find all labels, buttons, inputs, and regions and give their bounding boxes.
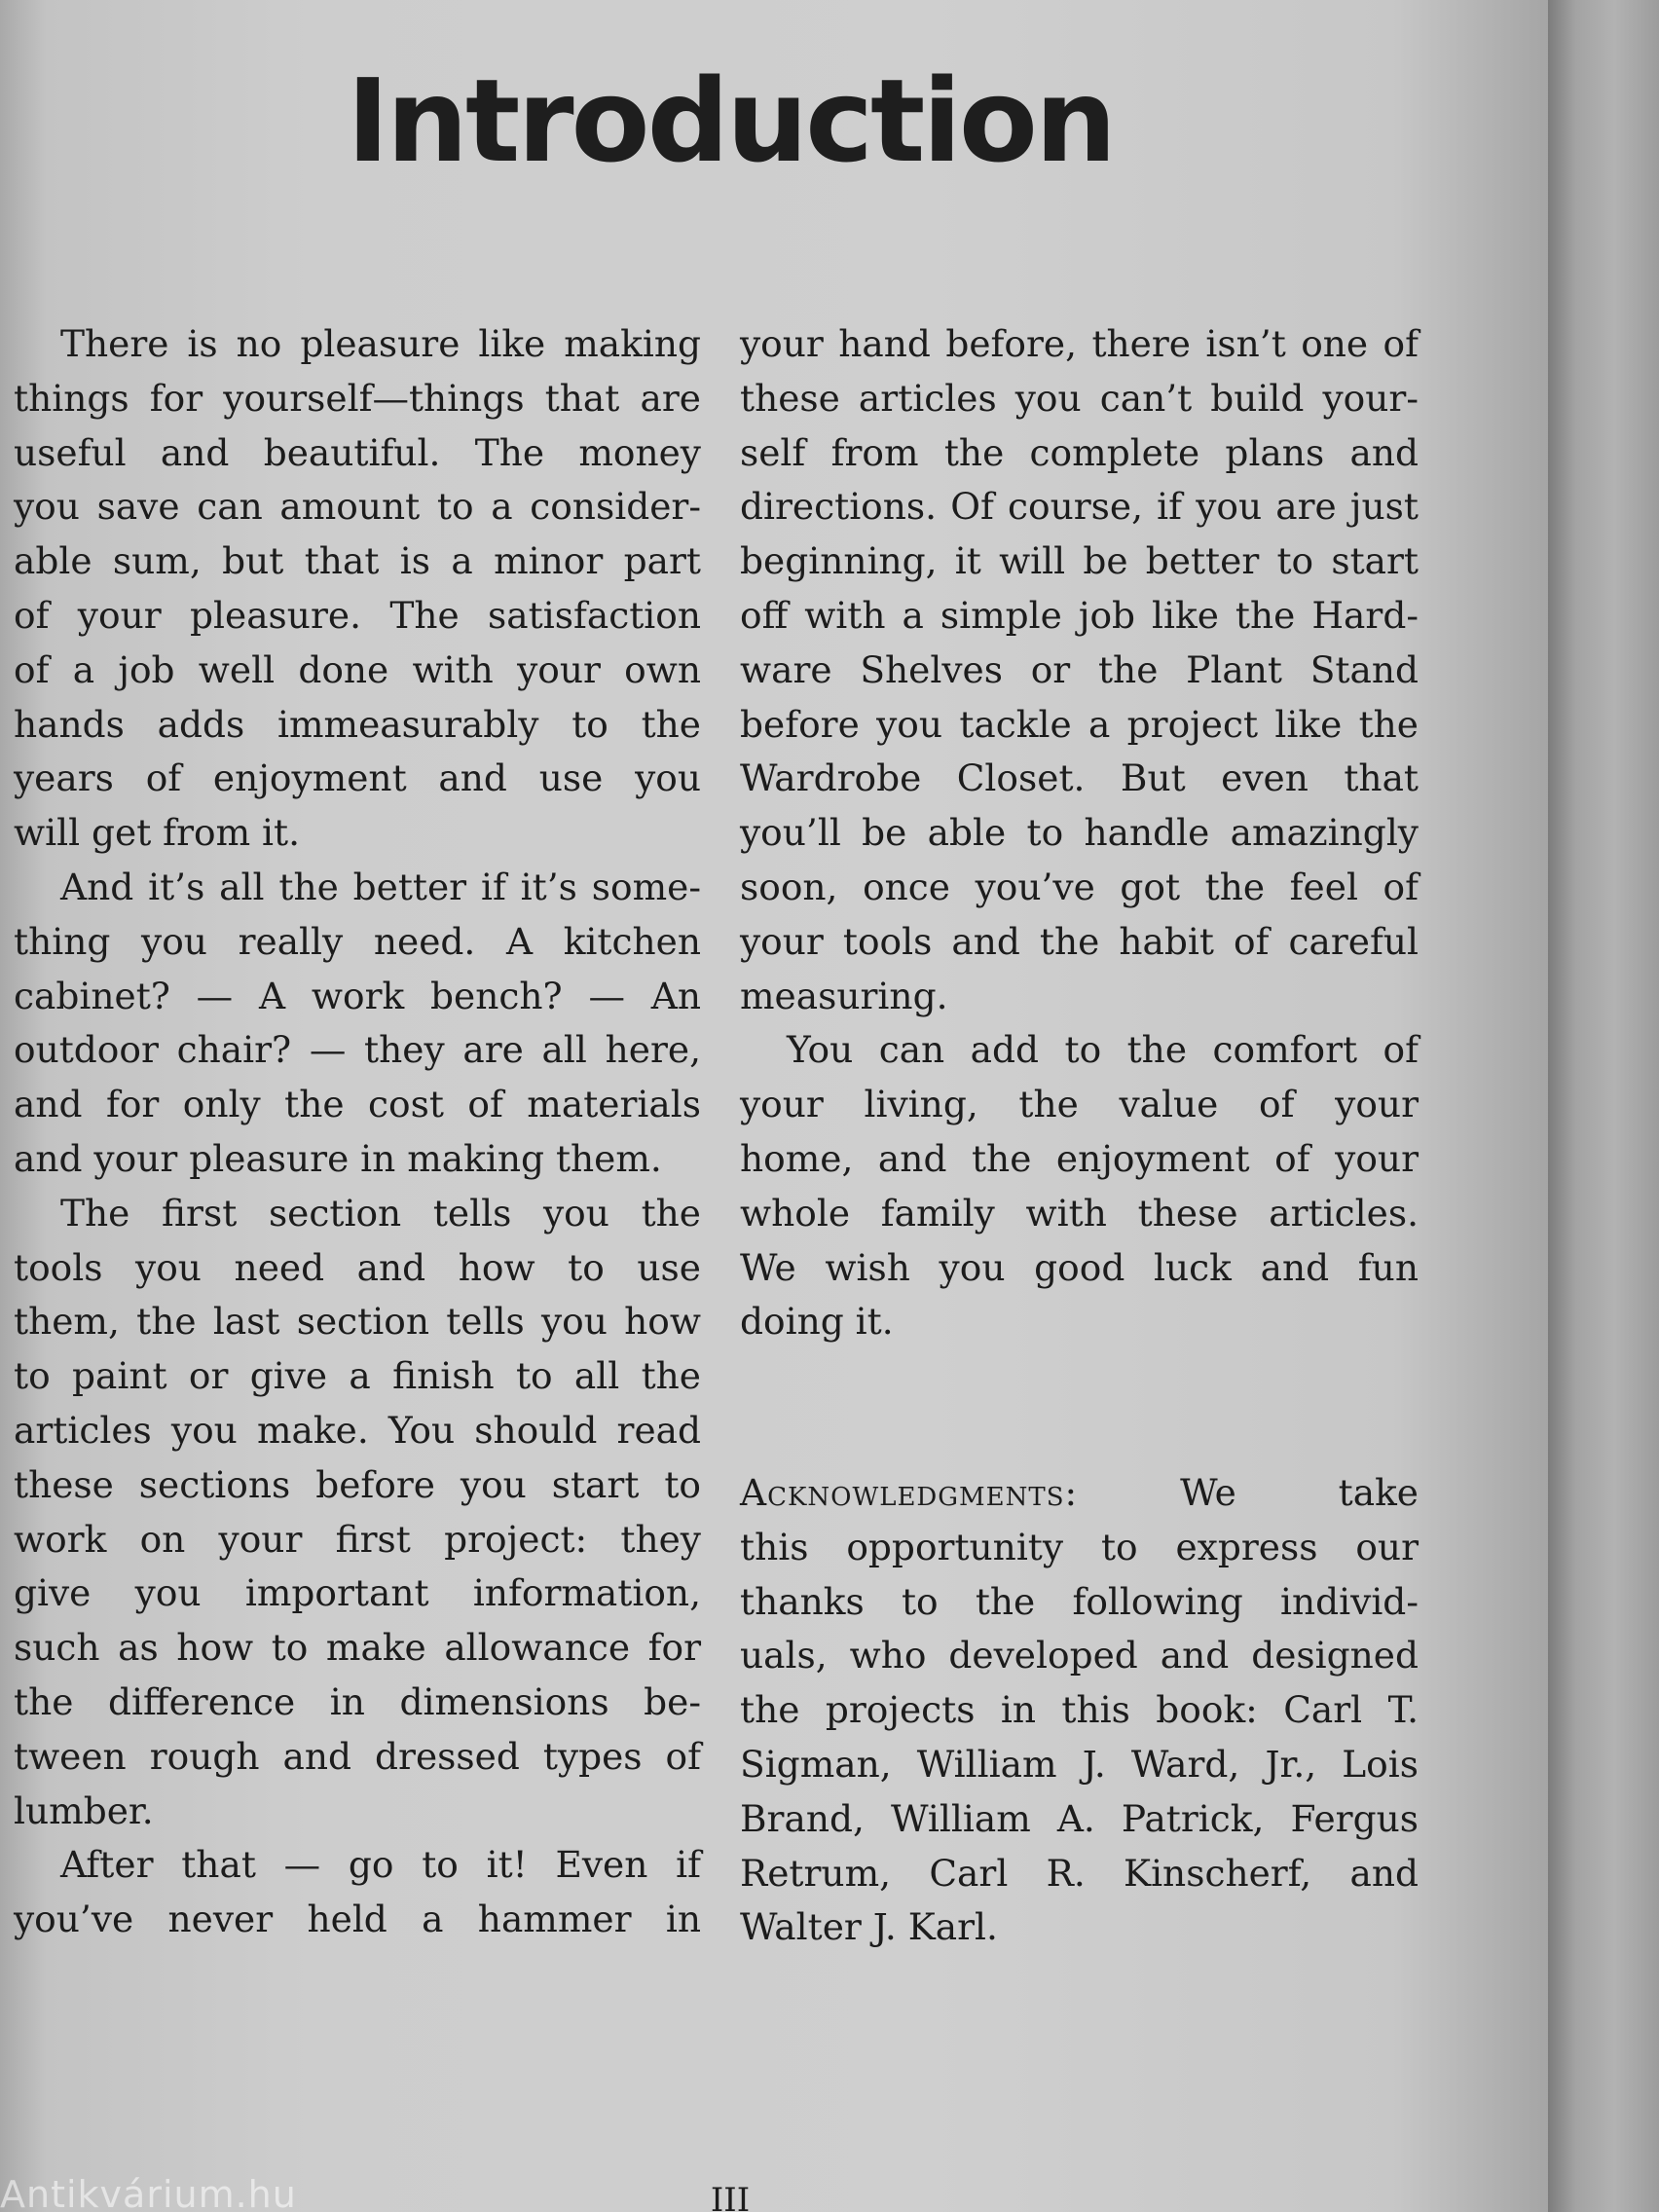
text-line: them, the last section tells you how <box>14 1300 701 1344</box>
text-line: these articles you can’t build your- <box>740 376 1419 420</box>
text-line: directions. Of course, if you are just <box>740 485 1419 529</box>
text-line: After that — go to it! Even if <box>60 1843 701 1887</box>
text-line: measuring. <box>740 974 948 1017</box>
text-line: your tools and the habit of careful <box>740 919 1419 963</box>
text-line: of your pleasure. The satisfaction <box>14 593 701 637</box>
text-line: to paint or give a finish to all the <box>14 1354 701 1398</box>
acknowledgments-first-line <box>740 1466 1419 1521</box>
text-line: you save can amount to a consider- <box>14 485 701 529</box>
acknowledgments-label: Acknowledgments: <box>740 1471 1079 1514</box>
text-line: before you tackle a project like the <box>740 702 1419 746</box>
text-line: soon, once you’ve got the feel of <box>740 865 1419 908</box>
text-line: work on your first project: they <box>14 1517 701 1561</box>
text-line: tween rough and dressed types of <box>14 1734 701 1778</box>
text-line: useful and beautiful. The money <box>14 430 701 474</box>
text-line: and your pleasure in making them. <box>14 1136 662 1180</box>
text-line: Wardrobe Closet. But even that <box>740 756 1419 800</box>
text-line: outdoor chair? — they are all here, <box>14 1028 701 1072</box>
page-edge-shadow <box>1548 0 1659 2212</box>
page-title: Introduction <box>347 54 1114 188</box>
text-line: There is no pleasure like making <box>60 322 701 365</box>
text-line: And it’s all the better if it’s some- <box>60 865 701 908</box>
text-line: Sigman, William J. Ward, Jr., Lois <box>740 1742 1419 1786</box>
text-line: thing you really need. A kitchen <box>14 919 701 963</box>
watermark-text: Antikvárium.hu <box>0 2173 297 2212</box>
text-line: lumber. <box>14 1788 154 1832</box>
text-line: the projects in this book: Carl T. <box>740 1688 1419 1732</box>
text-line: off with a simple job like the Hard- <box>740 593 1419 637</box>
text-line: You can add to the comfort of <box>787 1028 1419 1072</box>
text-line: The first section tells you the <box>60 1191 701 1235</box>
text-line: thanks to the following individ- <box>740 1579 1419 1623</box>
left-text-column <box>14 317 701 1947</box>
text-line: you’ll be able to handle amazingly <box>740 811 1419 855</box>
text-line: will get from it. <box>14 811 301 855</box>
text-line: beginning, it will be better to start <box>740 539 1419 583</box>
text-line: whole family with these articles. <box>740 1191 1419 1235</box>
text-line: Retrum, Carl R. Kinscherf, and <box>740 1851 1419 1895</box>
text-line: articles you make. You should read <box>14 1408 701 1452</box>
text-line: this opportunity to express our <box>740 1525 1419 1568</box>
text-line: of a job well done with your own <box>14 647 701 691</box>
text-line: your living, the value of your <box>740 1083 1419 1126</box>
text-line: able sum, but that is a minor part <box>14 539 701 583</box>
page-number: III <box>710 2181 751 2212</box>
right-text-column <box>740 317 1419 1349</box>
text-line: things for yourself—things that are <box>14 376 701 420</box>
text-line: your hand before, there isn’t one of <box>740 322 1419 365</box>
text-line: hands adds immeasurably to the <box>14 702 701 746</box>
text-line: self from the complete plans and <box>740 430 1419 474</box>
text-line: We wish you good luck and fun <box>740 1245 1419 1289</box>
text-line: you’ve never held a hammer in <box>14 1898 701 1941</box>
text-line: years of enjoyment and use you <box>14 756 701 800</box>
text-line: Walter J. Karl. <box>740 1905 998 1949</box>
text-line: tools you need and how to use <box>14 1245 701 1289</box>
text-line: ware Shelves or the Plant Stand <box>740 647 1419 691</box>
text-line: these sections before you start to <box>14 1462 701 1506</box>
text-line: cabinet? — A work bench? — An <box>14 974 701 1017</box>
text-line: give you important information, <box>14 1571 701 1615</box>
acknowledgments-section <box>740 1466 1419 1955</box>
text-line: such as how to make allowance for <box>14 1626 701 1670</box>
acknowledgments-first-line-text: We take <box>1180 1471 1419 1514</box>
text-line: and for only the cost of materials <box>14 1083 701 1126</box>
text-line: uals, who developed and designed <box>740 1634 1419 1677</box>
text-line: Brand, William A. Patrick, Fergus <box>740 1796 1419 1840</box>
text-line: home, and the enjoyment of your <box>740 1136 1419 1180</box>
text-line: the difference in dimensions be- <box>14 1679 701 1723</box>
text-line: doing it. <box>740 1300 894 1344</box>
